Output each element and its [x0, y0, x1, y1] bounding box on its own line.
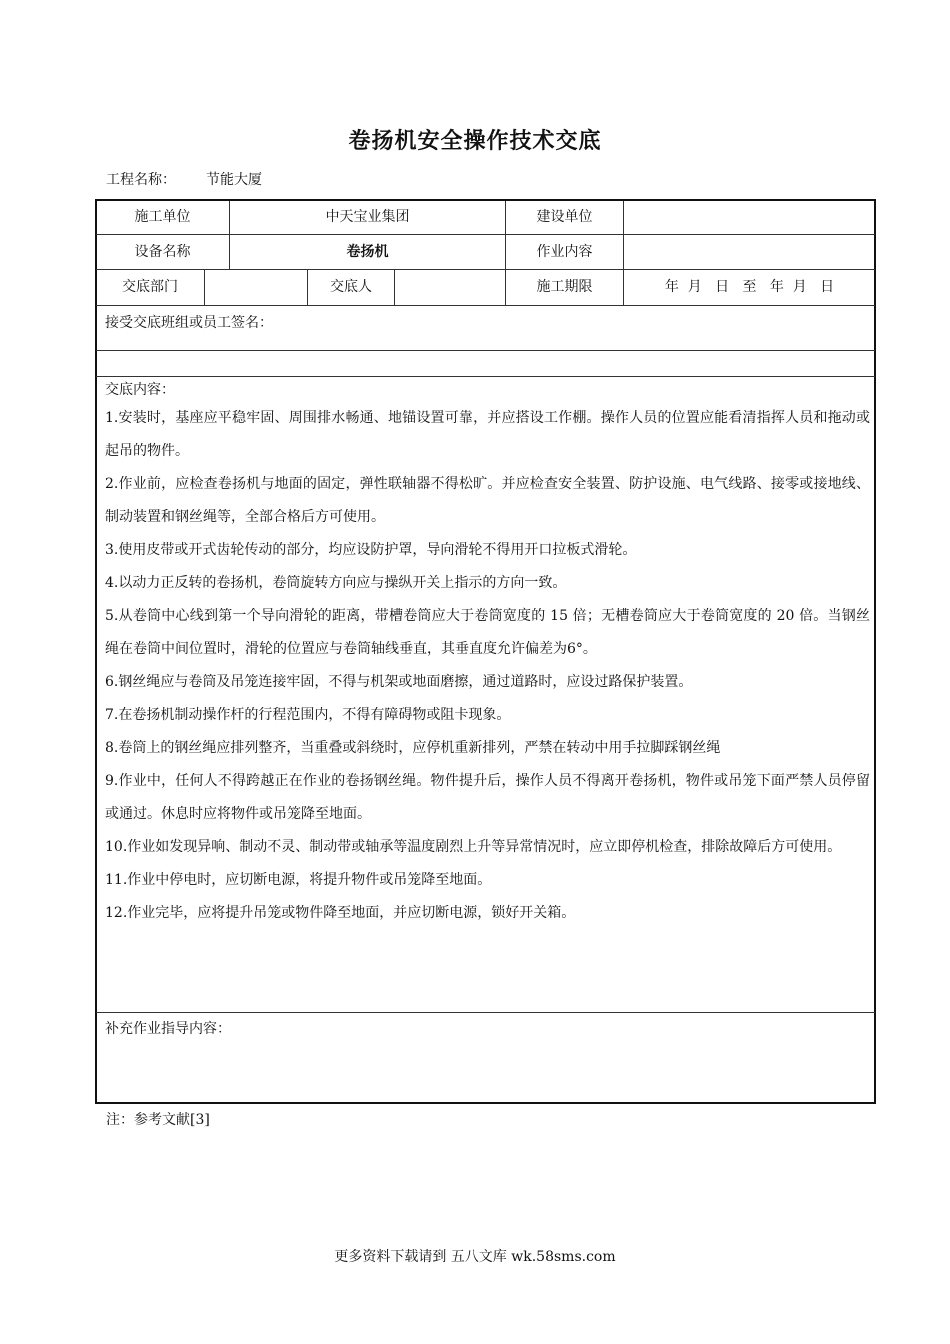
content-label: 交底内容：	[105, 382, 175, 398]
reference-note: 注：参考文献[3]	[106, 1112, 210, 1128]
content-item: 12.作业完毕，应将提升吊笼或物件降至地面，并应切断电源，锁好开关箱。	[105, 905, 576, 921]
row-divider	[96, 1012, 875, 1013]
builder-label: 建设单位	[536, 209, 593, 225]
content-item: 10.作业如发现异响、制动不灵、制动带或轴承等温度剧烈上升等异常情况时，应立即停机检查，排除故障后方可使用。	[105, 839, 842, 855]
briefing-person-label: 交底人	[330, 279, 372, 295]
construction-unit-label: 施工单位	[134, 209, 191, 225]
content-item: 8.卷筒上的钢丝绳应排列整齐，当重叠或斜绕时，应停机重新排列，严禁在转动中用手拉脚踩钢丝绳	[105, 740, 721, 756]
content-item: 7.在卷扬机制动操作杆的行程范围内，不得有障碍物或阻卡现象。	[105, 707, 511, 723]
project-name	[106, 169, 262, 189]
briefing-content	[105, 380, 870, 930]
period-value: 年 月 日 至 年 月 日	[664, 279, 835, 295]
footer-download-text: 更多资料下载请到 五八文库 wk.58sms.com	[334, 1249, 616, 1265]
project-name-label: 工程名称：	[106, 172, 176, 188]
row-divider	[96, 305, 875, 306]
content-item: 1.安装时，基座应平稳牢固、周围排水畅通、地锚设置可靠，并应搭设工作棚。操作人员的位置应能看清指挥人员和拖动或起吊的物件。	[105, 410, 870, 459]
document-title: 卷扬机安全操作技术交底	[348, 129, 602, 154]
content-item: 6.钢丝绳应与卷筒及吊笼连接牢固，不得与机架或地面磨擦，通过道路时，应设过路保护装置。	[105, 674, 693, 690]
supplement-label: 补充作业指导内容：	[105, 1021, 231, 1037]
period-label: 施工期限	[536, 279, 593, 295]
row-divider	[96, 234, 875, 235]
equipment-label: 设备名称	[134, 244, 191, 260]
content-item: 3.使用皮带或开式齿轮传动的部分，均应设防护罩，导向滑轮不得用开口拉板式滑轮。	[105, 542, 637, 558]
briefing-dept-label: 交底部门	[122, 279, 178, 295]
content-item: 2.作业前，应检查卷扬机与地面的固定，弹性联轴器不得松旷。并应检查安全装置、防护设施、电气线路、接零或接地线、制动装置和钢丝绳等，全部合格后方可使用。	[105, 476, 870, 525]
construction-unit-value: 中天宝业集团	[325, 209, 410, 225]
equipment-value: 卷扬机	[346, 244, 389, 260]
project-name-value: 节能大厦	[206, 172, 262, 188]
column-divider	[204, 269, 205, 305]
row-divider	[96, 350, 875, 351]
column-divider	[394, 269, 395, 305]
row-divider	[96, 376, 875, 377]
content-item: 5.从卷筒中心线到第一个导向滑轮的距离，带槽卷筒应大于卷筒宽度的 15 倍；无槽卷筒应大于卷筒宽度的 20 倍。当钢丝绳在卷筒中间位置时，滑轮的位置应与卷筒轴线垂直，其垂直度允许偏差为6°。	[105, 608, 870, 657]
signature-label: 接受交底班组或员工签名：	[105, 315, 273, 331]
work-content-label: 作业内容	[536, 244, 593, 260]
content-item: 9.作业中，任何人不得跨越正在作业的卷扬钢丝绳。物件提升后，操作人员不得离开卷扬机，物件或吊笼下面严禁人员停留或通过。休息时应将物件或吊笼降至地面。	[105, 773, 870, 822]
content-item: 11.作业中停电时，应切断电源，将提升物件或吊笼降至地面。	[105, 872, 492, 888]
row-divider	[96, 269, 875, 270]
content-item: 4.以动力正反转的卷扬机，卷筒旋转方向应与操纵开关上指示的方向一致。	[105, 575, 567, 591]
